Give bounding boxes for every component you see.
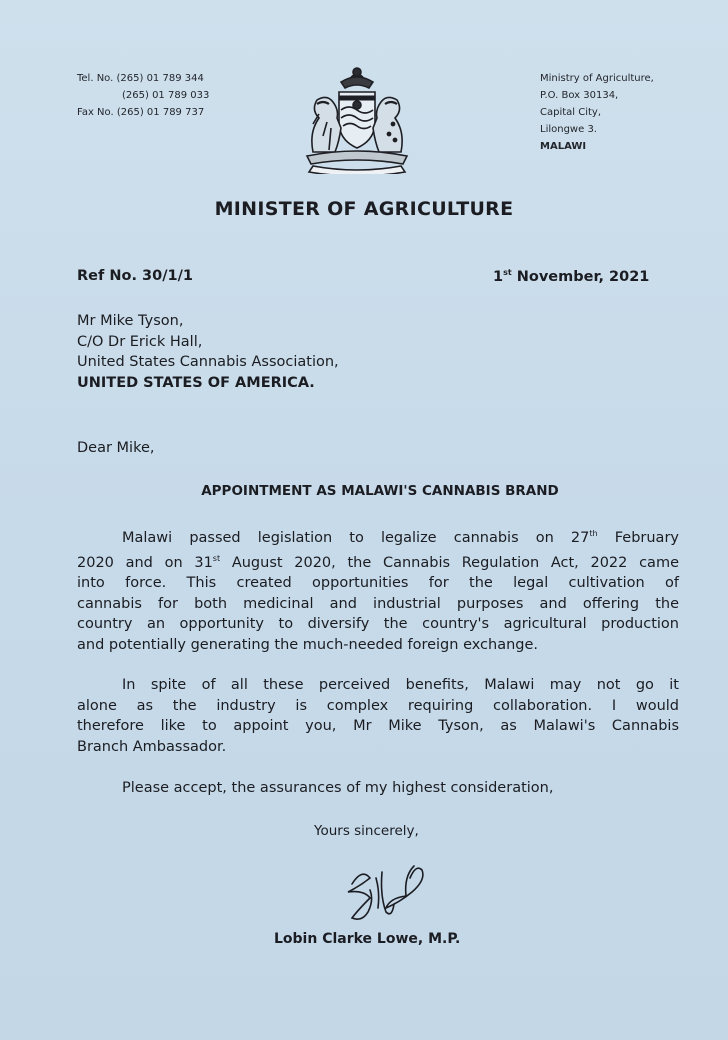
tel-row-1 xyxy=(77,70,209,87)
paragraph-line: cannabis for both medicinal and industrial purposes and offering the xyxy=(77,595,679,612)
date-rest: November, 2021 xyxy=(516,269,650,285)
recipient-line: C/O Dr Erick Hall, xyxy=(77,333,203,350)
body-paragraph-2 xyxy=(77,675,679,757)
paragraph-line xyxy=(77,524,679,549)
recipient-line: United States Cannabis Association, xyxy=(77,354,339,370)
paragraph-line: into force. This created opportunities for the legal cultivation of xyxy=(77,575,679,591)
ordinal-suffix: st xyxy=(212,553,221,563)
recipient-name: Mr Mike Tyson, xyxy=(77,313,184,329)
date-day: 1 xyxy=(493,269,504,285)
paragraph-line xyxy=(77,549,679,574)
address-block xyxy=(540,70,654,155)
address-line: Capital City, xyxy=(540,107,602,118)
tel-label: Tel. No. xyxy=(77,73,114,84)
date-suffix: st xyxy=(503,268,512,277)
text-span: August 2020, the Cannabis Regulation Act, 2022 came xyxy=(231,554,679,571)
ordinal-suffix: th xyxy=(589,529,598,538)
body-paragraph-1 xyxy=(77,524,679,655)
paragraph-line: alone as the industry is complex requiring collaboration. I would xyxy=(77,697,679,714)
contact-block xyxy=(77,70,209,121)
tel-number-2: (265) 01 789 033 xyxy=(122,90,210,101)
coat-of-arms-emblem xyxy=(297,62,417,174)
subject-line: APPOINTMENT AS MALAWI'S CANNABIS BRAND xyxy=(201,483,559,499)
recipient-country: UNITED STATES OF AMERICA. xyxy=(77,374,315,391)
address-line: P.O. Box 30134, xyxy=(540,90,619,101)
paragraph-line: Branch Ambassador. xyxy=(77,738,227,755)
letterhead-title: MINISTER OF AGRICULTURE xyxy=(214,198,514,220)
recipient-address xyxy=(77,311,339,393)
letter-date xyxy=(493,268,649,285)
fax-label: Fax No. xyxy=(77,107,114,118)
paragraph-line: country an opportunity to diversify the country's agricultural production xyxy=(77,616,679,632)
valediction: Yours sincerely, xyxy=(314,823,419,839)
fax-number: (265) 01 789 737 xyxy=(116,107,205,118)
address-country: MALAWI xyxy=(540,141,587,152)
salutation: Dear Mike, xyxy=(77,440,155,456)
tel-row-2 xyxy=(77,87,209,104)
address-line: Lilongwe 3. xyxy=(540,124,597,135)
fax-row xyxy=(77,104,209,121)
text-span: Malawi passed legislation to legalize cannabis on 27 xyxy=(122,530,590,546)
handwritten-signature xyxy=(338,858,448,930)
signer-name: Lobin Clarke Lowe, M.P. xyxy=(274,931,461,947)
tel-number-1: (265) 01 789 344 xyxy=(116,73,204,84)
paragraph-line: In spite of all these perceived benefits, Malawi may not go it xyxy=(122,677,679,693)
paragraph-line: and potentially generating the much-needed foreign exchange. xyxy=(77,636,539,653)
text-span: 2020 and on 31 xyxy=(77,554,213,571)
paragraph-line: therefore like to appoint you, Mr Mike Tyson, as Malawi's Cannabis xyxy=(77,718,679,734)
address-line: Ministry of Agriculture, xyxy=(540,73,654,84)
closing-line: Please accept, the assurances of my highest consideration, xyxy=(122,780,554,796)
text-span: February xyxy=(614,530,679,546)
reference-number: Ref No. 30/1/1 xyxy=(77,268,193,284)
